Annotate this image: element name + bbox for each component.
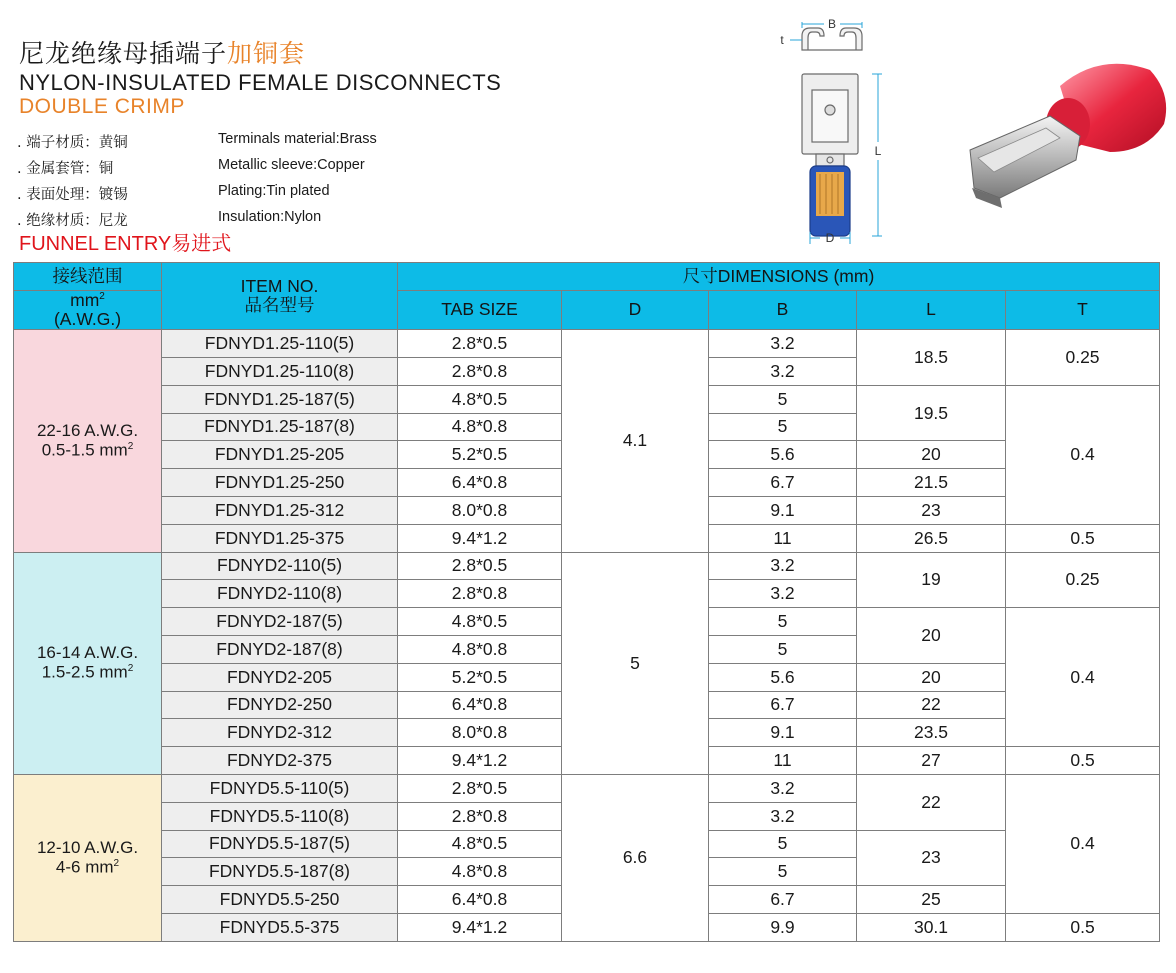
header-item: [162, 263, 398, 330]
dim-b: 3.2: [709, 552, 857, 580]
dim-b: 5: [709, 413, 857, 441]
tab-size: 2.8*0.5: [398, 552, 562, 580]
dim-l: 19.5: [857, 385, 1006, 441]
mm-value: 0.5-1.5 mm: [41, 440, 128, 460]
dim-d: 4.1: [562, 330, 709, 552]
item-number: FDNYD5.5-375: [162, 914, 398, 942]
dim-t: 0.25: [1006, 330, 1160, 386]
spec-terminal-material-en: Terminals material:Brass: [218, 131, 377, 147]
dim-t: 0.5: [1006, 747, 1160, 775]
dim-l: 21.5: [857, 469, 1006, 497]
dim-b: 3.2: [709, 775, 857, 803]
item-number: FDNYD1.25-205: [162, 441, 398, 469]
awg-value: 12-10 A.W.G.: [36, 837, 139, 857]
dim-b: 9.1: [709, 497, 857, 525]
tab-size: 9.4*1.2: [398, 747, 562, 775]
dim-l: 23.5: [857, 719, 1006, 747]
dim-b: 5: [709, 608, 857, 636]
dim-b: 5: [709, 636, 857, 664]
header-b: B: [709, 290, 857, 330]
dim-b: 5: [709, 830, 857, 858]
tab-size: 9.4*1.2: [398, 914, 562, 942]
dim-l: 22: [857, 691, 1006, 719]
spec-insulation-en: Insulation:Nylon: [218, 209, 322, 225]
item-number: FDNYD2-312: [162, 719, 398, 747]
dim-l: 26.5: [857, 524, 1006, 552]
drawing-label-t: t: [780, 33, 784, 47]
item-number: FDNYD2-187(5): [162, 608, 398, 636]
title-chinese: [19, 34, 305, 70]
header-mm-sup: 2: [99, 290, 105, 302]
drawing-label-l: L: [874, 144, 882, 158]
dim-l: 20: [857, 441, 1006, 469]
spec-sleeve-cn: . 金属套管：铜: [17, 161, 114, 177]
title-chinese-accent: 加铜套: [227, 39, 306, 68]
dim-t: 0.25: [1006, 552, 1160, 608]
dim-b: 5: [709, 858, 857, 886]
title-english: NYLON-INSULATED FEMALE DISCONNECTS: [19, 70, 502, 95]
header-range-unit: [14, 290, 162, 330]
item-number: FDNYD1.25-187(5): [162, 385, 398, 413]
mm-value: 4-6 mm: [55, 857, 114, 877]
dim-b: 9.1: [709, 719, 857, 747]
tab-size: 2.8*0.5: [398, 775, 562, 803]
tab-size: 4.8*0.8: [398, 636, 562, 664]
item-number: FDNYD1.25-187(8): [162, 413, 398, 441]
item-number: FDNYD2-250: [162, 691, 398, 719]
item-number: FDNYD2-375: [162, 747, 398, 775]
dim-t: 0.4: [1006, 385, 1160, 524]
item-number: FDNYD2-110(8): [162, 580, 398, 608]
header-item-en: ITEM NO.: [240, 275, 319, 296]
item-number: FDNYD5.5-187(5): [162, 830, 398, 858]
spec-sleeve-en: Metallic sleeve:Copper: [218, 157, 365, 173]
tab-size: 4.8*0.5: [398, 608, 562, 636]
drawing-label-d: D: [825, 231, 835, 245]
awg-value: 22-16 A.W.G.: [36, 420, 139, 440]
awg-range-cell: [14, 552, 162, 774]
dim-l: 27: [857, 747, 1006, 775]
dim-b: 6.7: [709, 691, 857, 719]
spec-plating-en: Plating:Tin plated: [218, 183, 330, 199]
dim-b: 6.7: [709, 886, 857, 914]
awg-range-cell: [14, 775, 162, 942]
dim-d: 5: [562, 552, 709, 774]
spec-terminal-material-cn: . 端子材质：黄铜: [17, 135, 128, 151]
awg-range-cell: [14, 330, 162, 552]
dim-t: 0.4: [1006, 608, 1160, 747]
funnel-entry-label: FUNNEL ENTRY易进式: [19, 233, 232, 255]
table-row: [14, 775, 1160, 803]
tab-size: 9.4*1.2: [398, 524, 562, 552]
tab-size: 4.8*0.5: [398, 385, 562, 413]
item-number: FDNYD5.5-187(8): [162, 858, 398, 886]
tab-size: 6.4*0.8: [398, 691, 562, 719]
header-item-cn: 品名型号: [244, 295, 315, 316]
tab-size: 2.8*0.8: [398, 358, 562, 386]
dim-l: 23: [857, 497, 1006, 525]
item-number: FDNYD2-187(8): [162, 636, 398, 664]
dim-b: 5.6: [709, 441, 857, 469]
dim-l: 20: [857, 663, 1006, 691]
dim-t: 0.5: [1006, 914, 1160, 942]
dim-b: 5: [709, 385, 857, 413]
dim-d: 6.6: [562, 775, 709, 942]
tab-size: 6.4*0.8: [398, 886, 562, 914]
dim-l: 18.5: [857, 330, 1006, 386]
tab-size: 5.2*0.5: [398, 441, 562, 469]
spec-insulation-cn: . 绝缘材质：尼龙: [17, 213, 128, 229]
item-number: FDNYD2-205: [162, 663, 398, 691]
item-number: FDNYD2-110(5): [162, 552, 398, 580]
title-chinese-main: 尼龙绝缘母插端子: [19, 39, 228, 68]
tab-size: 2.8*0.5: [398, 330, 562, 358]
tab-size: 8.0*0.8: [398, 719, 562, 747]
dim-b: 3.2: [709, 330, 857, 358]
table-row: [14, 552, 1160, 580]
dim-b: 3.2: [709, 358, 857, 386]
mm-sup: 2: [127, 663, 134, 675]
header-range: 接线范围: [14, 263, 162, 291]
dim-t: 0.4: [1006, 775, 1160, 914]
header-t: T: [1006, 290, 1160, 330]
table-row: [14, 330, 1160, 358]
header-dimensions: 尺寸DIMENSIONS (mm): [398, 263, 1160, 291]
dim-b: 6.7: [709, 469, 857, 497]
header-mm: mm: [70, 289, 100, 310]
product-photo: [950, 40, 1170, 230]
mm-sup: 2: [113, 857, 120, 869]
dim-l: 25: [857, 886, 1006, 914]
header-awg: (A.W.G.): [53, 309, 122, 330]
tab-size: 2.8*0.8: [398, 802, 562, 830]
tab-size: 4.8*0.8: [398, 413, 562, 441]
dim-b: 3.2: [709, 802, 857, 830]
item-number: FDNYD5.5-110(5): [162, 775, 398, 803]
header-l: L: [857, 290, 1006, 330]
item-number: FDNYD1.25-312: [162, 497, 398, 525]
mm-sup: 2: [127, 440, 134, 452]
tab-size: 6.4*0.8: [398, 469, 562, 497]
dim-b: 11: [709, 747, 857, 775]
dim-b: 5.6: [709, 663, 857, 691]
dim-l: 22: [857, 775, 1006, 831]
terminal-dimension-drawing: [772, 14, 892, 246]
dim-l: 19: [857, 552, 1006, 608]
subtitle-double-crimp: DOUBLE CRIMP: [19, 95, 185, 118]
tab-size: 4.8*0.5: [398, 830, 562, 858]
dim-l: 30.1: [857, 914, 1006, 942]
tab-size: 5.2*0.5: [398, 663, 562, 691]
drawing-label-b: B: [827, 17, 837, 31]
dim-b: 11: [709, 524, 857, 552]
awg-value: 16-14 A.W.G.: [36, 643, 139, 663]
dim-t: 0.5: [1006, 524, 1160, 552]
tab-size: 2.8*0.8: [398, 580, 562, 608]
tab-size: 4.8*0.8: [398, 858, 562, 886]
dim-l: 20: [857, 608, 1006, 664]
header-tab-size: TAB SIZE: [398, 290, 562, 330]
tab-size: 8.0*0.8: [398, 497, 562, 525]
item-number: FDNYD1.25-110(8): [162, 358, 398, 386]
dim-b: 9.9: [709, 914, 857, 942]
mm-value: 1.5-2.5 mm: [41, 662, 128, 682]
item-number: FDNYD5.5-110(8): [162, 802, 398, 830]
dimensions-table: [13, 262, 1160, 942]
item-number: FDNYD5.5-250: [162, 886, 398, 914]
header-d: D: [562, 290, 709, 330]
item-number: FDNYD1.25-375: [162, 524, 398, 552]
item-number: FDNYD1.25-250: [162, 469, 398, 497]
item-number: FDNYD1.25-110(5): [162, 330, 398, 358]
dim-b: 3.2: [709, 580, 857, 608]
dim-l: 23: [857, 830, 1006, 886]
spec-plating-cn: . 表面处理：镀锡: [17, 187, 128, 203]
